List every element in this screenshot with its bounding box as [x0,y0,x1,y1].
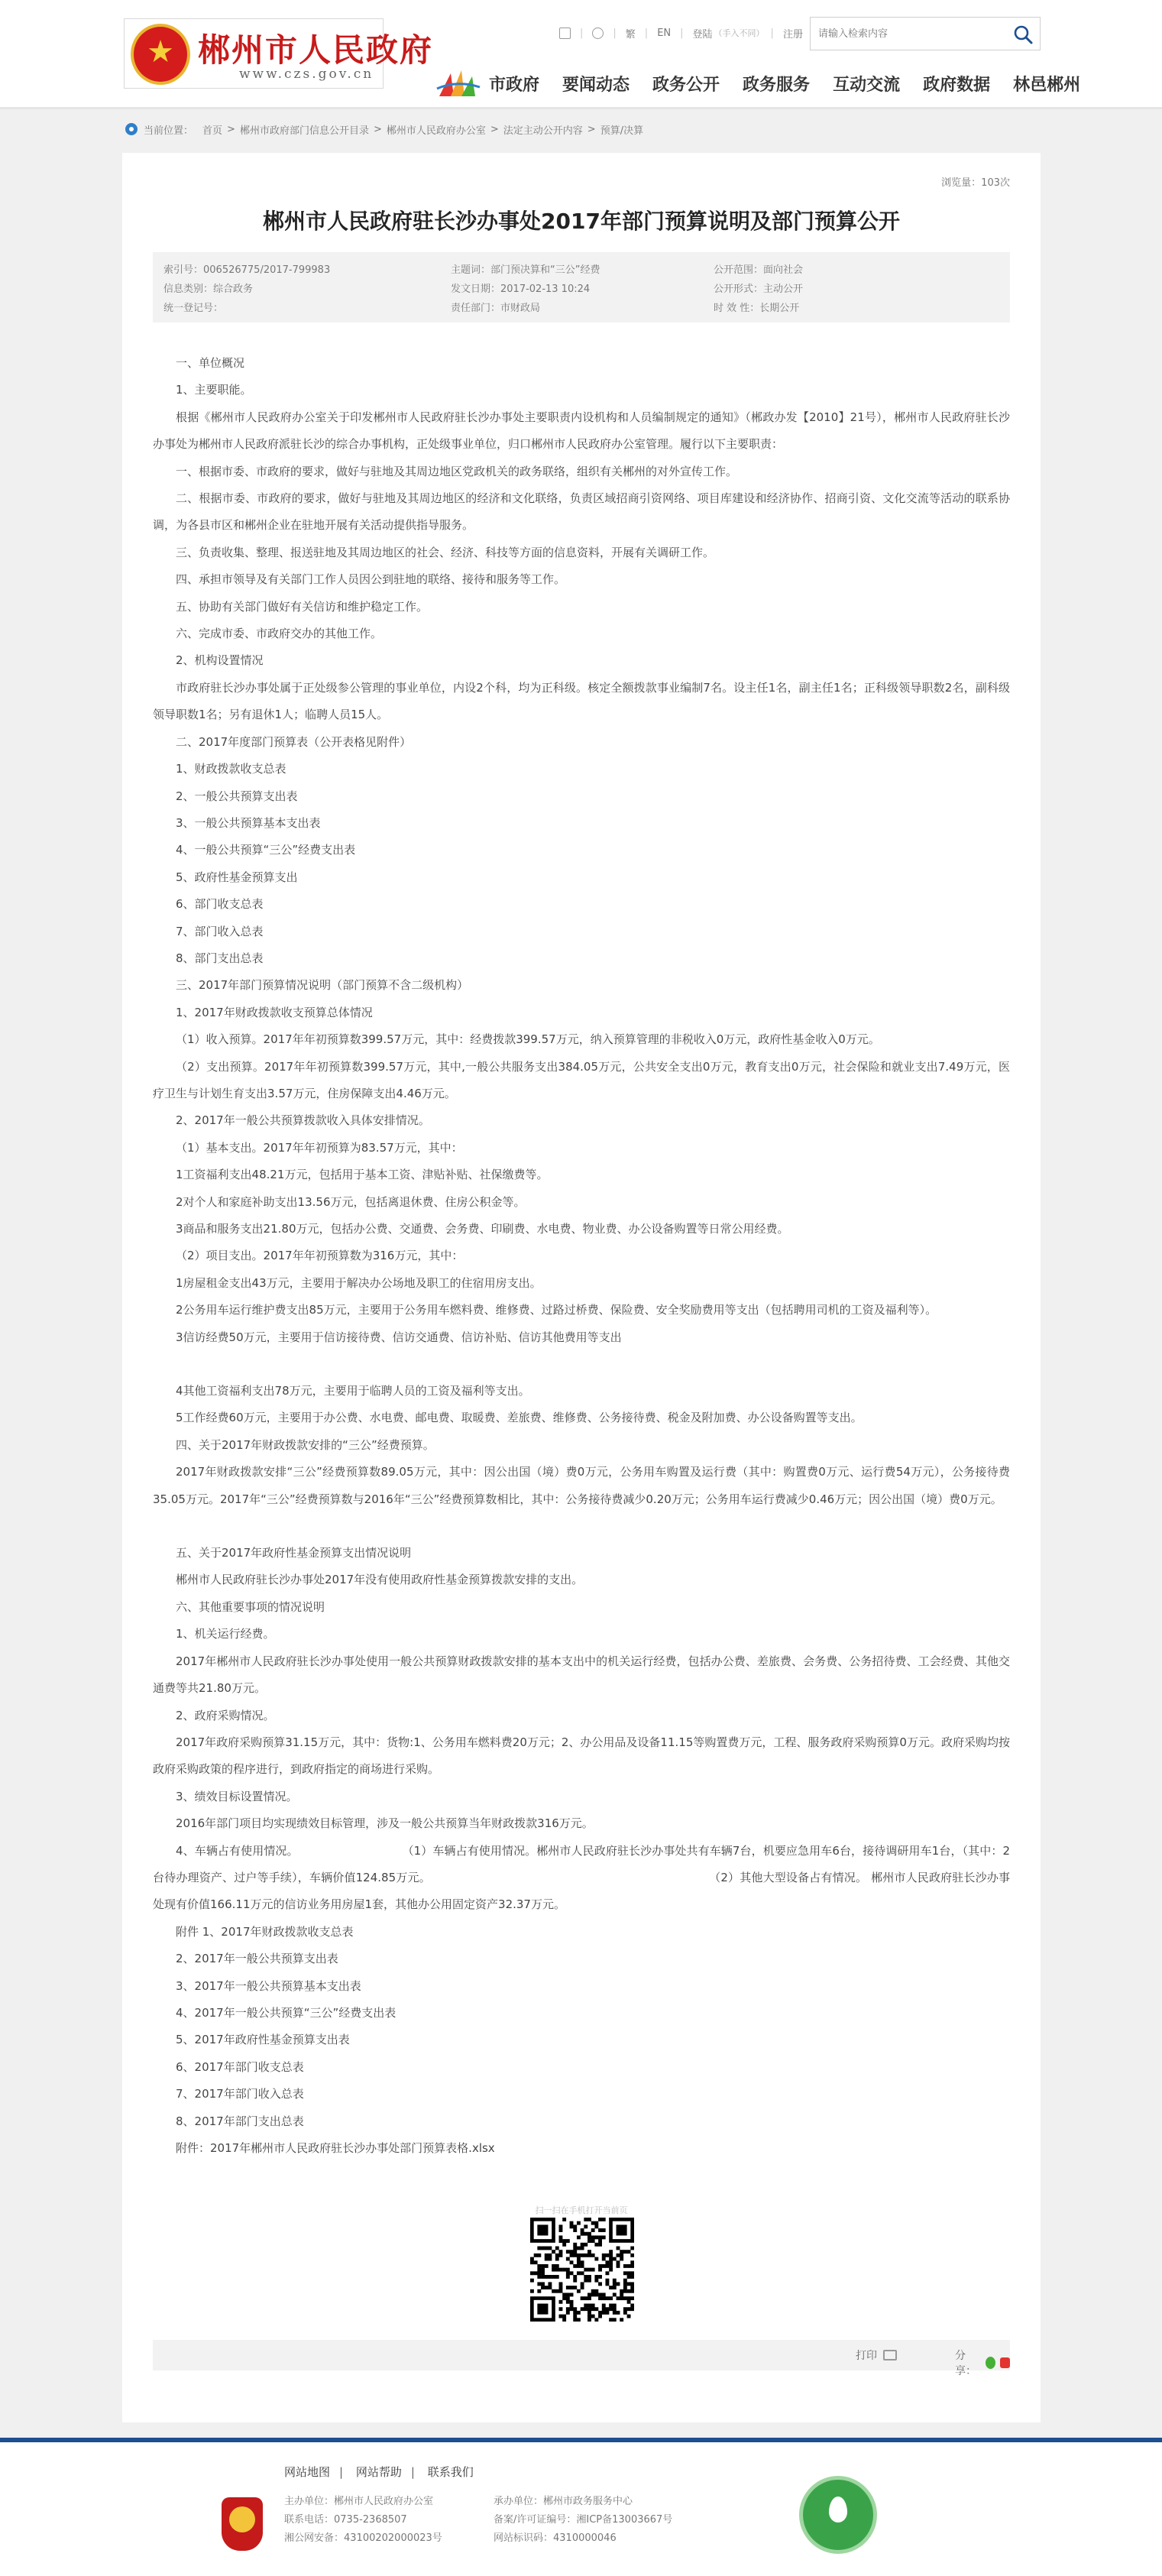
weibo-icon[interactable] [1000,2357,1010,2368]
nav-interaction[interactable]: 互动交流 [833,76,901,95]
printer-icon [883,2350,897,2361]
footer-sitemap-link[interactable]: 网站地图 [284,2465,331,2479]
breadcrumb-budget[interactable]: 预算/决算 [600,125,644,137]
meta-category: 信息类别：综合政务 [163,284,254,295]
meta-validity: 时 效 性：长期公开 [714,303,800,314]
article-paragraph: 3、一般公共预算基本支出表 [176,815,321,830]
article-paragraph: 附件 1、2017年财政拨款收支总表 [176,1924,354,1939]
meta-theme: 主题词：部门预决算和“三公”经费 [451,264,600,276]
footer-organizer: 承办单位：郴州市政务服务中心 [494,2496,633,2507]
meta-form: 公开形式：主动公开 [714,284,804,295]
article-paragraph: 一、单位概况 [176,356,245,370]
footer-phone: 联系电话：0735-2368507 [284,2514,407,2526]
meta-unified-number: 统一登记号： [163,303,224,314]
meta-department: 责任部门：市财政局 [451,303,541,314]
footer-organizer-block [494,2493,672,2548]
share-bar [153,2340,1010,2377]
article-paragraph: （1）收入预算。2017年年初预算数399.57万元，其中：经费拨款399.57万元，纳入预算管理的非税收入0万元，政府性基金收入0万元。 [176,1032,880,1047]
article-paragraph: 2016年部门项目均实现绩效目标管理，涉及一般公共预算当年财政拨款316万元。 [176,1816,594,1831]
print-label: 打印 [856,2350,877,2362]
article-paragraph: 1房屋租金支出43万元，主要用于解决办公场地及职工的住宿用房支出。 [176,1275,542,1290]
article-paragraph: 2017年政府采购预算31.15万元，其中：货物:1、公务用车燃料费20万元；2、办公用品及设备11.15等购置费万元，工程、服务政府采购预算0万元。政府采购均按政府采购政策的程序进行，到政府指定的商场进行采购。 [153,1735,1010,1777]
breadcrumb-home[interactable]: 首页 [202,125,223,137]
article-paragraph: 四、关于2017年财政拨款安排的“三公”经费预算。 [176,1437,435,1452]
site-header [0,0,1162,107]
breadcrumb-label: 当前位置： [144,125,194,137]
article-paragraph: 六、其他重要事项的情况说明 [176,1599,325,1614]
breadcrumb: 当前位置： 首页 > 郴州市政府部门信息公开目录 > 郴州市人民政府办公室 > 法定主动公开内容 > 预算/决算 [122,115,1041,143]
footer-site-code: 网站标识码：4310000046 [494,2532,617,2544]
article-paragraph: 7、部门收入总表 [176,924,264,938]
article-paragraph[interactable]: 附件：2017年郴州市人民政府驻长沙办事处部门预算表格.xlsx [176,2141,495,2155]
meta-scope: 公开范围：面向社会 [714,264,804,276]
article-paragraph: 2017年财政拨款安排“三公”经费预算数89.05万元，其中：因公出国（境）费0万元，公务用车购置及运行费（其中：购置费0万元、运行费54万元），公务接待费35.05万元。2017年“三公”经费预算数与2016年“三公”经费预算数相比，其中：公务接待费减少0.20万元；公务用车运行费减少0.46万元；因公出国（境）费0万元。 [153,1465,1010,1506]
footer-help-link[interactable]: 网站帮助 [355,2465,402,2479]
mobile-icon[interactable] [559,28,571,39]
article-paragraph: 5、2017年政府性基金预算支出表 [176,2033,350,2047]
article-paragraph: 4、2017年一般公共预算“三公”经费支出表 [176,2005,397,2020]
breadcrumb-statutory[interactable]: 法定主动公开内容 [503,125,583,137]
article-paragraph: 4其他工资福利支出78万元，主要用于临聘人员的工资及福利等支出。 [176,1384,530,1398]
article-paragraph: 1、财政拨款收支总表 [176,762,286,776]
article-paragraph: 四、承担市领导及有关部门工作人员因公到驻地的联络、接待和服务等工作。 [176,572,566,587]
article-paragraph: 7、2017年部门收入总表 [176,2087,304,2101]
site-footer [0,2438,1162,2576]
article-paragraph: 4、一般公共预算“三公”经费支出表 [176,843,356,857]
share-group [955,2348,1010,2378]
article-paragraph: 郴州市人民政府驻长沙办事处2017年没有使用政府性基金预算拨款安排的支出。 [176,1573,584,1587]
footer-host: 主办单位：郴州市人民政府办公室 [284,2496,434,2507]
article-body [153,350,1010,2162]
footer-links: 网站地图 | 网站帮助 | 联系我们 [284,2465,474,2479]
article-paragraph: 2、政府采购情况。 [176,1708,275,1722]
footer-contact-link[interactable]: 联系我们 [427,2465,474,2479]
article-paragraph: 2、机构设置情况 [176,653,264,668]
article-title: 郴州市人民政府驻长沙办事处2017年部门预算说明及部门预算公开 [263,209,900,234]
site-name: 郴州市人民政府 [198,31,434,69]
article-paragraph: 6、2017年部门收支总表 [176,2059,304,2074]
search-box [810,17,1041,50]
article-paragraph: 1、机关运行经费。 [176,1627,275,1641]
nav-government-data[interactable]: 政府数据 [923,76,991,95]
article-paragraph: 五、关于2017年政府性基金预算支出情况说明 [176,1546,412,1560]
article-paragraph: （1）基本支出。2017年年初预算为83.57万元，其中： [176,1140,463,1155]
article-paragraph: 三、2017年部门预算情况说明（部门预算不含二级机构） [176,978,469,993]
article-paragraph: 1工资福利支出48.21万元，包括用于基本工资、津贴补贴、社保缴费等。 [176,1168,549,1182]
article-paragraph: 3商品和服务支出21.80万元，包括办公费、交通费、会务费、印刷费、水电费、物业费、办公设备购置等日常公用经费。 [176,1222,789,1236]
nav-news[interactable]: 要闻动态 [562,76,630,95]
location-pin-icon [125,123,138,135]
article-paragraph: 2、2017年一般公共预算拨款收入具体安排情况。 [176,1113,430,1128]
article-paragraph: 1、主要职能。 [176,383,252,397]
main-nav [489,72,1080,96]
nav-government-services[interactable]: 政务服务 [743,76,811,95]
nav-city-government[interactable]: 市政府 [489,76,540,95]
article-paragraph: 二、2017年度部门预算表（公开表格见附件） [176,734,412,749]
national-emblem-icon: ★ [131,24,190,85]
party-badge-icon[interactable] [222,2497,263,2551]
article-paragraph: （2）项目支出。2017年年初预算数为316万元，其中： [176,1249,464,1263]
article-meta [153,252,1010,322]
wechat-icon[interactable] [986,2357,995,2369]
article-paragraph: 一、根据市委、市政府的要求，做好与驻地及其周边地区党政机关的政务联络，组织有关郴州的对外宣传工作。 [176,464,738,478]
traditional-chinese-link[interactable]: 繁 [625,28,636,41]
footer-police[interactable]: 湘公网安备：43100202000023号 [284,2532,442,2544]
site-logo[interactable] [124,18,434,89]
article-paragraph: 2017年郴州市人民政府驻长沙办事处使用一般公共预算财政拨款安排的基本支出中的机关运行经费，包括办公费、差旅费、会务费、公务招待费、工会经费、其他交通费等共21.80万元。 [153,1654,1010,1696]
article-paragraph: 8、部门支出总表 [176,951,264,965]
article-paragraph: 五、协助有关部门做好有关信访和维护稳定工作。 [176,599,429,614]
article-paragraph: 根据《郴州市人民政府办公室关于印发郴州市人民政府驻长沙办事处主要职责内设机构和人员编制规定的通知》（郴政办发【2010】21号），郴州市人民政府驻长沙办事处为郴州市人民政府派驻长沙的综合办事机构，正处级事业单位，归口郴州市人民政府办公室管理。履行以下主要职责： [153,410,1010,452]
english-link[interactable]: EN [657,27,672,39]
article-paragraph: 2、2017年一般公共预算支出表 [176,1952,338,1966]
header-divider [0,107,1162,109]
footer-rule [0,2438,1162,2442]
article-paragraph: 5、政府性基金预算支出 [176,870,298,884]
print-button[interactable] [856,2348,897,2363]
search-input[interactable] [818,25,1002,42]
accessibility-icon[interactable] [592,28,604,39]
article-paragraph: 市政府驻长沙办事处属于正处级参公管理的事业单位，内设2个科，均为正科级。核定全额拨款事业编制7名。设主任1名，副主任1名；正科级领导职数2名，副科级领导职数1名；另有退休1人；临聘人员15人。 [153,680,1010,722]
qr-label: 扫一扫在手机打开当前页 [535,2205,628,2215]
view-count: 浏览量：103次 [941,177,1010,189]
article-paragraph: 2公务用车运行维护费支出85万元，主要用于公务用车燃料费、维修费、过路过桥费、保险费、安全奖励费用等支出（包括聘用司机的工资及福利等）。 [176,1303,937,1317]
article-paragraph: 二、根据市委、市政府的要求，做好与驻地及其周边地区的经济和文化联络，负责区域招商引资网络、项目库建设和经济协作、招商引资、文化交流等活动的联系协调，为各县市区和郴州企业在驻地开展有关活动提供指导服务。 [153,491,1010,533]
article-paragraph: 3信访经费50万元，主要用于信访接待费、信访交通费、信访补贴、信访其他费用等支出 [176,1330,622,1344]
article-paragraph: 5工作经费60万元，主要用于办公费、水电费、邮电费、取暖费、差旅费、维修费、公务接待费、税金及附加费、办公设备购置等支出。 [176,1411,863,1425]
qr-code [530,2218,634,2322]
article-paragraph: 8、2017年部门支出总表 [176,2114,304,2128]
breadcrumb-office[interactable]: 郴州市人民政府办公室 [386,125,486,137]
article-paragraph: 六、完成市委、市政府交办的其他工作。 [176,627,383,641]
search-icon[interactable] [1012,24,1034,45]
article-paragraph: 3、绩效目标设置情况。 [176,1789,298,1803]
meta-index: 索引号：006526775/2017-799983 [163,264,331,276]
register-link[interactable]: 注册 [782,28,803,41]
article-paragraph: （2）支出预算。2017年年初预算数399.57万元，其中,一般公共服务支出384.05万元，公共安全支出0万元，教育支出0万元，社会保险和就业支出7.49万元，医疗卫生与计划生育支出3.57万元，住房保障支出4.46万元。 [153,1059,1010,1100]
article-paragraph: 6、部门收支总表 [176,897,264,912]
footer-host-block [284,2493,442,2548]
article-paragraph: 3、2017年一般公共预算基本支出表 [176,1978,361,1993]
article-panel [122,153,1041,2422]
meta-date: 发文日期：2017-02-13 10:24 [451,284,591,295]
nav-linyi-chenzhou[interactable]: 林邑郴州 [1013,76,1081,95]
article-paragraph: 2对个人和家庭补助支出13.56万元，包括离退休费、住房公积金等。 [176,1194,526,1209]
header-tools: | | 繁 | EN | 登陆 （手入不同） | 注册 [550,23,812,43]
footer-icp[interactable]: 备案/许可证编号：湘ICP备13003667号 [494,2514,673,2526]
article-paragraph: 1、2017年财政拨款收支预算总体情况 [176,1005,373,1019]
article-paragraph: 4、车辆占有使用情况。 （1）车辆占有使用情况。郴州市人民政府驻长沙办事处共有车辆7台，机要应急用车6台，接待调研用车1台，（其中：2台待办理资产、过户等手续），车辆价值124.85万元。 （2）其他大型设备占有情况。 郴州市人民政府驻长沙办事处现有价值166.11万元的信访业务用房屋1套，其他办公用固定资产32.37万元。 [153,1843,1010,1912]
article-paragraph: 2、一般公共预算支出表 [176,789,298,803]
nav-decoration-icon [435,66,481,101]
government-site-badge-icon[interactable] [799,2476,877,2554]
login-link[interactable]: 登陆 [692,28,713,41]
share-label: 分享： [955,2350,976,2377]
site-url: www.czs.gov.cn [239,66,374,82]
nav-open-government[interactable]: 政务公开 [652,76,720,95]
breadcrumb-directory[interactable]: 郴州市政府部门信息公开目录 [239,125,369,137]
login-hint: （手入不同） [714,28,765,38]
article-paragraph: 三、负责收集、整理、报送驻地及其周边地区的社会、经济、科技等方面的信息资料，开展有关调研工作。 [176,545,715,559]
